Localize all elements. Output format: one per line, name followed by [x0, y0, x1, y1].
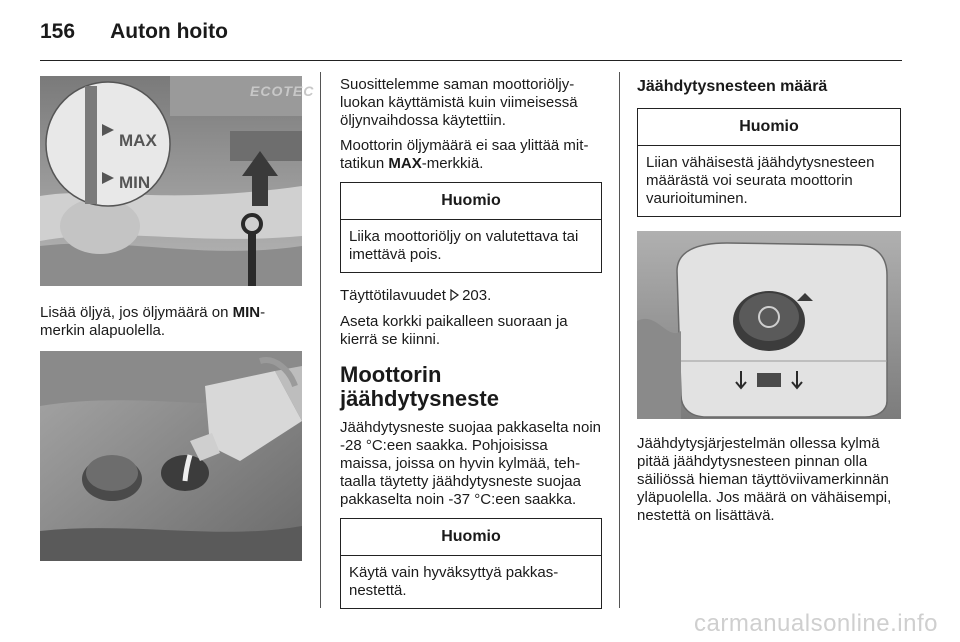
coolant-level-heading: Jäähdytysnesteen määrä	[637, 78, 828, 95]
oil-grade-paragraph: Suosittelemme saman moottoriöljyluokan käyttämistä kuin viimeisessä öljynvaihdossa käytettiin.	[340, 76, 578, 129]
min-mark-bold: MIN	[232, 304, 261, 321]
note-box-low-coolant	[637, 108, 901, 217]
note-body: Liika moottoriöljy on valutettava tai imettävä pois.	[349, 228, 579, 263]
coolant-paragraph: Jäähdytysneste suojaa pakkaselta noin -28 °C:een saakka. Pohjoisissa maissa, joissa on hyvin kylmää, tehtaalla täytetty jäähdytysneste suojaa pakkaselta noin -37 °C:een saakka.	[340, 419, 602, 508]
dipstick-min-label: MIN	[119, 173, 151, 192]
add-oil-paragraph	[40, 304, 302, 340]
coolant-heading: Moottorin jäähdytysneste	[340, 362, 499, 411]
max-mark-bold: MAX	[388, 155, 422, 172]
capacities-suffix: .	[487, 287, 492, 304]
add-oil-text-end: -merkin alapuolella.	[40, 304, 266, 339]
column-2	[340, 76, 602, 623]
oil-pouring-photo	[40, 351, 302, 561]
add-oil-text: Lisää öljyä, jos öljymäärä on	[40, 304, 233, 321]
note-title: Huomio	[341, 519, 601, 556]
column-1	[40, 76, 315, 561]
oil-max-paragraph	[340, 137, 602, 173]
note-box-excess-oil	[340, 182, 602, 273]
note-title: Huomio	[638, 109, 900, 146]
note-body: Liian vähäisestä jäähdytysnesteen määrästä voi seurata moottorin vaurioituminen.	[646, 154, 875, 207]
oil-max-text: Moottorin öljymäärä ei saa ylittää mittatikun	[340, 137, 589, 172]
capacities-page-ref[interactable]: 203	[462, 287, 488, 304]
page-header	[40, 20, 228, 44]
capacities-paragraph	[340, 287, 602, 306]
column-divider-2	[619, 72, 620, 608]
page-title: Auton hoito	[110, 20, 228, 43]
oil-max-text-end: -merkkiä.	[421, 155, 484, 172]
dipstick-max-label: MAX	[119, 131, 157, 150]
note-body: Käytä vain hyväksyttyä pakkasnestettä.	[349, 564, 559, 599]
note-title: Huomio	[341, 183, 601, 220]
page-number: 156	[40, 20, 76, 43]
capacities-text: Täyttötilavuudet	[340, 287, 451, 304]
header-rule	[40, 60, 902, 61]
coolant-reservoir-photo	[637, 231, 901, 419]
page-ref-triangle-icon	[450, 288, 459, 306]
column-divider-1	[320, 72, 321, 608]
coolant-level-paragraph: Jäähdytysjärjestelmän ollessa kylmä pitää jäähdytysnesteen pinnan olla säiliössä hieman täyttöviivamerkinnän yläpuolella. Jos määrä on vähäisempi, nestettä on lisättävä.	[637, 435, 892, 524]
column-3	[637, 76, 901, 532]
watermark: carmanualsonline.info	[694, 610, 938, 637]
engine-badge-text: ECOTEC	[250, 83, 315, 99]
cap-paragraph: Aseta korkki paikalleen suoraan ja kierrä se kiinni.	[340, 313, 568, 348]
dipstick-photo	[40, 76, 315, 286]
note-box-antifreeze	[340, 518, 602, 609]
